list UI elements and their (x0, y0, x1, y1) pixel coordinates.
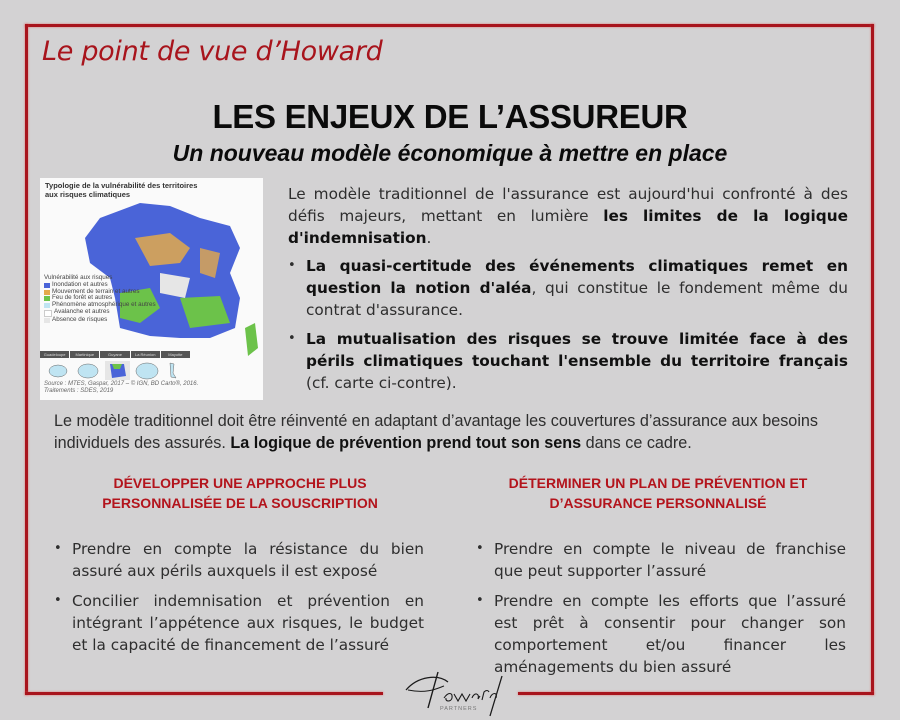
legend-item: Phénomène atmosphérique et autres (44, 302, 156, 309)
legend-item: Inondation et autres (44, 282, 156, 289)
overseas-territories-bar: Guadeloupe Martinique Guyane La Réunion Mayotte (40, 351, 190, 358)
bullet-icon: • (476, 593, 484, 608)
list-item: • Prendre en compte les efforts que l’assuré est prêt à consentir pour changer son comportement et/ou financer les aménagements du bien assuré (476, 592, 846, 676)
bullet-icon: • (288, 331, 296, 346)
frame-border-bottom-left (25, 692, 383, 695)
bullet-icon: • (288, 258, 296, 273)
challenge-bullets (288, 255, 848, 401)
map-source: Source : MTES, Gaspar, 2017 – © IGN, BD Carto®, 2016. Traitements : SDES, 2019 (44, 381, 199, 394)
legend-item: Absence de risques (44, 317, 156, 324)
list-item: • Prendre en compte le niveau de franchise que peut supporter l’assuré (476, 540, 846, 580)
frame-border-top (25, 24, 874, 27)
intro-paragraph: Le modèle traditionnel de l'assurance est aujourd'hui confronté à des défis majeurs, mettant en lumière les limites de la logique d'indemnisation. (288, 185, 848, 247)
legend-item: Mouvement de terrain et autres (44, 289, 156, 296)
logo-subtitle: PARTNERS (440, 706, 478, 712)
legend-item: Feu de forêt et autres (44, 295, 156, 302)
transition-paragraph: Le modèle traditionnel doit être réinventé en adaptant d’avantage les couvertures d’assurance aux besoins individuels des assurés. La logique de prévention prend tout son sens dans ce cadre. (54, 412, 819, 452)
map-title: Typologie de la vulnérabilité des territoires aux risques climatiques (45, 181, 198, 199)
legend-item: Avalanche et autres (44, 309, 156, 317)
page-subtitle: Un nouveau modèle économique à mettre en place (172, 140, 728, 166)
legend-title: Vulnérabilité aux risques (44, 274, 113, 281)
right-column-list (476, 538, 846, 686)
right-column-heading: DÉTERMINER UN PLAN DE PRÉVENTION ET D’ASSURANCE PERSONNALISÉ (508, 475, 808, 511)
list-item: • Prendre en compte la résistance du bien assuré aux périls auxquels il est exposé (54, 540, 424, 580)
left-column-list (54, 538, 424, 664)
bullet-icon: • (54, 541, 62, 556)
page-title: LES ENJEUX DE L’ASSUREUR (212, 98, 688, 135)
france-climate-risk-map (40, 178, 263, 400)
list-item: • La mutualisation des risques se trouve limitée face à des périls climatiques touchant l'ensemble du territoire français (cf. carte ci-contre). (288, 330, 848, 392)
bullet-icon: • (54, 593, 62, 608)
list-item: • Concilier indemnisation et prévention en intégrant l’appétence aux risques, le budget et la capacité de financement de l’assuré (54, 592, 424, 654)
list-item: • La quasi-certitude des événements climatiques remet en question la notion d'aléa, qui constitue le fondement même du contrat d'assurance. (288, 257, 848, 319)
bullet-icon: • (476, 541, 484, 556)
map-legend (44, 275, 156, 324)
kicker-title: Le point de vue d’Howard (42, 36, 383, 67)
frame-border-bottom-right (518, 692, 874, 695)
left-column-heading: DÉVELOPPER UNE APPROCHE PLUS PERSONNALISÉE DE LA SOUSCRIPTION (102, 475, 378, 511)
howard-partners-logo (398, 668, 506, 720)
